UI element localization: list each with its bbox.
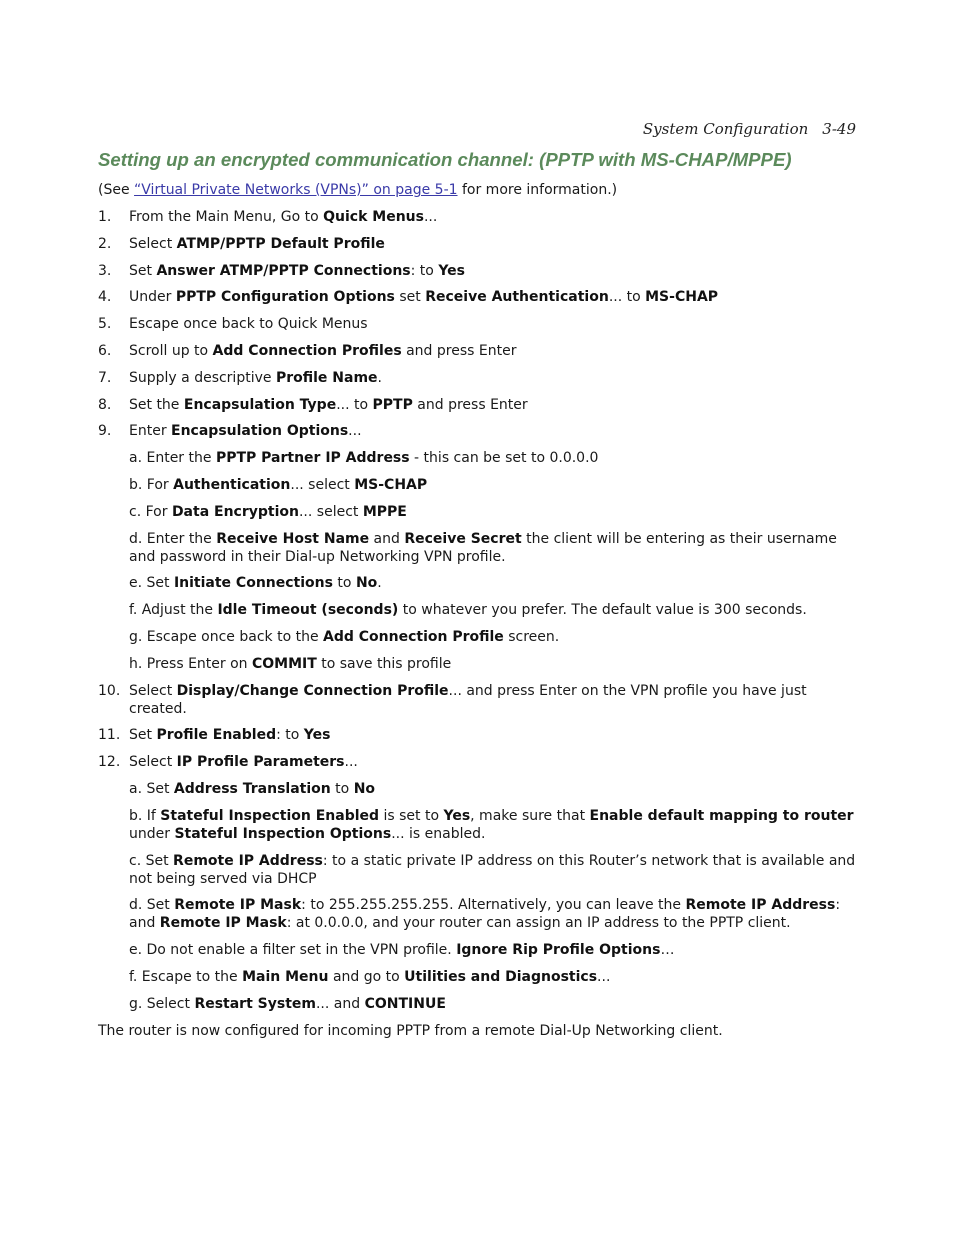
- bold-term: PPTP Partner IP Address: [215, 450, 410, 467]
- step-item: [98, 422, 856, 440]
- bold-term: Add Connection Profiles: [212, 342, 402, 359]
- text-run: g. Select: [129, 995, 195, 1012]
- text-run: to whatever you prefer. The default value is 300 seconds.: [398, 602, 807, 619]
- substep-item: [98, 852, 856, 888]
- bold-term: Remote IP Address: [685, 897, 836, 914]
- text-run: a. Enter the: [129, 450, 216, 467]
- text-run: c. For: [129, 503, 172, 520]
- bold-term: Main Menu: [242, 968, 329, 985]
- bold-term: Encapsulation Options: [171, 423, 349, 440]
- step-item: [98, 342, 856, 360]
- text-run: Set: [129, 262, 157, 279]
- bold-term: Enable default mapping to router: [589, 807, 854, 824]
- text-run: Enter: [129, 423, 172, 440]
- text-run: f. Adjust the: [129, 602, 218, 619]
- bold-term: Remote IP Mask: [174, 897, 302, 914]
- substep-item: [98, 574, 856, 592]
- substep-item: [98, 807, 856, 843]
- text-run: and: [369, 530, 405, 547]
- step-item: [98, 208, 856, 226]
- substep-item: [98, 995, 856, 1013]
- text-run: Select: [129, 235, 177, 252]
- text-run: ... to: [608, 289, 646, 306]
- bold-term: No: [355, 575, 378, 592]
- text-run: under: [129, 825, 175, 842]
- step-number: 11.: [98, 727, 121, 744]
- bold-term: Yes: [303, 727, 331, 744]
- step-number: 3.: [98, 262, 112, 279]
- steps-list: [98, 208, 856, 1013]
- text-run: e. Set: [129, 575, 174, 592]
- bold-term: MS-CHAP: [354, 476, 428, 493]
- text-run: b. If: [129, 807, 161, 824]
- bold-term: Receive Secret: [404, 530, 522, 547]
- section-name: System Configuration: [642, 120, 809, 138]
- bold-term: Quick Menus: [323, 209, 424, 225]
- bold-term: Profile Enabled: [156, 727, 277, 744]
- text-run: .: [377, 575, 382, 592]
- bold-term: PPTP Configuration Options: [175, 289, 395, 306]
- text-run: d. Enter the: [129, 530, 217, 547]
- substep-item: [98, 968, 856, 986]
- bold-term: IP Profile Parameters: [176, 754, 345, 771]
- bold-term: Display/Change Connection Profile: [176, 682, 449, 699]
- text-run: - this can be set to 0.0.0.0: [409, 450, 599, 467]
- text-run: f. Escape to the: [129, 968, 243, 985]
- bold-term: Profile Name: [275, 369, 378, 386]
- bold-term: Yes: [443, 807, 471, 824]
- step-item: [98, 682, 856, 718]
- text-run: ... and press Enter on the VPN profile you have just created.: [129, 682, 807, 717]
- step-item: [98, 235, 856, 253]
- text-run: Scroll up to: [129, 342, 213, 359]
- bold-term: Data Encryption: [171, 503, 299, 520]
- bold-term: ATMP/PPTP Default Profile: [176, 235, 385, 252]
- substep-item: [98, 530, 856, 566]
- text-run: a. Set: [129, 780, 174, 797]
- text-run: c. Set: [129, 852, 174, 869]
- text-run: Escape once back to Quick Menus: [129, 316, 368, 333]
- step-item: [98, 753, 856, 771]
- text-run: to save this profile: [316, 655, 452, 672]
- step-number: 2.: [98, 235, 112, 252]
- text-run: From the Main Menu, Go to: [129, 209, 324, 225]
- step-number: 10.: [98, 682, 121, 699]
- bold-term: Stateful Inspection Options: [174, 825, 392, 842]
- bold-term: Answer ATMP/PPTP Connections: [156, 262, 411, 279]
- step-item: [98, 315, 856, 333]
- bold-term: Utilities and Diagnostics: [404, 968, 598, 985]
- text-run: Supply a descriptive: [129, 369, 276, 386]
- page-number: 3-49: [822, 120, 856, 138]
- text-run: and press Enter: [401, 342, 517, 359]
- substep-item: [98, 780, 856, 798]
- step-item: [98, 288, 856, 306]
- substep-item: [98, 601, 856, 619]
- closing-paragraph: The router is now configured for incoming PPTP from a remote Dial-Up Networking client.: [98, 1022, 723, 1039]
- section-title: Setting up an encrypted communication channel: (PPTP with MS-CHAP/MPPE): [98, 149, 792, 170]
- text-run: e. Do not enable a filter set in the VPN profile.: [129, 942, 457, 959]
- bold-term: COMMIT: [252, 655, 317, 672]
- bold-term: Encapsulation Type: [183, 396, 337, 413]
- substep-item: [98, 896, 856, 932]
- step-item: [98, 726, 856, 744]
- bold-term: Address Translation: [173, 780, 331, 797]
- text-run: Set: [129, 727, 157, 744]
- step-item: [98, 262, 856, 280]
- text-run: ... to: [336, 396, 373, 413]
- text-run: Select: [129, 682, 177, 699]
- text-run: : to: [276, 727, 304, 744]
- bold-term: MPPE: [362, 503, 407, 520]
- text-run: b. For: [129, 476, 174, 493]
- text-run: .: [377, 369, 382, 386]
- text-run: to: [330, 780, 354, 797]
- text-run: the client will be entering as their username and password in their Dial-up Networking VPN profile.: [129, 530, 837, 565]
- see-prefix: (See: [98, 182, 135, 198]
- text-run: , make sure that: [470, 807, 590, 824]
- text-run: : to: [410, 262, 439, 279]
- text-run: : and: [129, 897, 841, 932]
- substep-item: [98, 655, 856, 673]
- bold-term: Remote IP Address: [173, 852, 323, 869]
- bold-term: Stateful Inspection Enabled: [160, 807, 380, 824]
- text-run: : to a static private IP address on this Router’s network that is available and not being served via DHCP: [129, 852, 856, 887]
- text-run: ... select: [290, 476, 355, 493]
- text-run: ...: [344, 754, 358, 771]
- step-number: 12.: [98, 754, 121, 771]
- step-number: 8.: [98, 396, 112, 413]
- bold-term: Authentication: [173, 476, 291, 493]
- text-run: ... and: [315, 995, 365, 1012]
- text-run: and press Enter: [412, 396, 528, 413]
- see-suffix: for more information.): [457, 182, 618, 198]
- text-run: Under: [129, 289, 176, 306]
- text-run: …: [660, 942, 675, 959]
- cross-reference-link[interactable]: “Virtual Private Networks (VPNs)” on page 5-1: [134, 182, 458, 198]
- bold-term: Remote IP Mask: [159, 915, 287, 932]
- substep-item: [98, 503, 856, 521]
- bold-term: Receive Authentication: [425, 289, 609, 306]
- running-header: [643, 120, 856, 138]
- substep-item: [98, 449, 856, 467]
- document-body: [98, 148, 856, 1040]
- bold-term: Restart System: [194, 995, 316, 1012]
- text-run: : at 0.0.0.0, and your router can assign an IP address to the PPTP client.: [286, 915, 791, 932]
- text-run: ... is enabled.: [391, 825, 486, 842]
- text-run: set: [394, 289, 426, 306]
- bold-term: Receive Host Name: [216, 530, 370, 547]
- bold-term: No: [353, 780, 376, 797]
- see-also: [98, 181, 856, 199]
- step-item: [98, 369, 856, 387]
- text-run: h. Press Enter on: [129, 655, 252, 672]
- text-run: Set the: [129, 396, 184, 413]
- step-number: 4.: [98, 289, 112, 306]
- text-run: Select: [129, 754, 177, 771]
- text-run: : to 255.255.255.255. Alternatively, you can leave the: [301, 897, 686, 914]
- text-run: ...: [348, 423, 362, 440]
- step-item: [98, 396, 856, 414]
- bold-term: CONTINUE: [364, 995, 446, 1012]
- step-number: 6.: [98, 342, 112, 359]
- text-run: ... select: [298, 503, 363, 520]
- text-run: is set to: [379, 807, 444, 824]
- bold-term: Initiate Connections: [173, 575, 333, 592]
- text-run: and go to: [328, 968, 405, 985]
- text-run: d. Set: [129, 897, 175, 914]
- text-run: ...: [423, 209, 438, 225]
- text-run: to: [332, 575, 356, 592]
- text-run: g. Escape once back to the: [129, 628, 324, 645]
- bold-term: Yes: [438, 262, 465, 279]
- bold-term: Idle Timeout (seconds): [217, 602, 399, 619]
- step-number: 1.: [98, 209, 112, 225]
- bold-term: MS-CHAP: [645, 289, 719, 306]
- substep-item: [98, 628, 856, 646]
- step-number: 9.: [98, 423, 112, 440]
- substep-item: [98, 941, 856, 959]
- text-run: screen.: [503, 628, 560, 645]
- step-number: 5.: [98, 316, 112, 333]
- substep-item: [98, 476, 856, 494]
- step-number: 7.: [98, 369, 112, 386]
- bold-term: Add Connection Profile: [323, 628, 504, 645]
- bold-term: PPTP: [372, 396, 413, 413]
- text-run: ...: [597, 968, 611, 985]
- bold-term: Ignore Rip Profile Options: [456, 942, 661, 959]
